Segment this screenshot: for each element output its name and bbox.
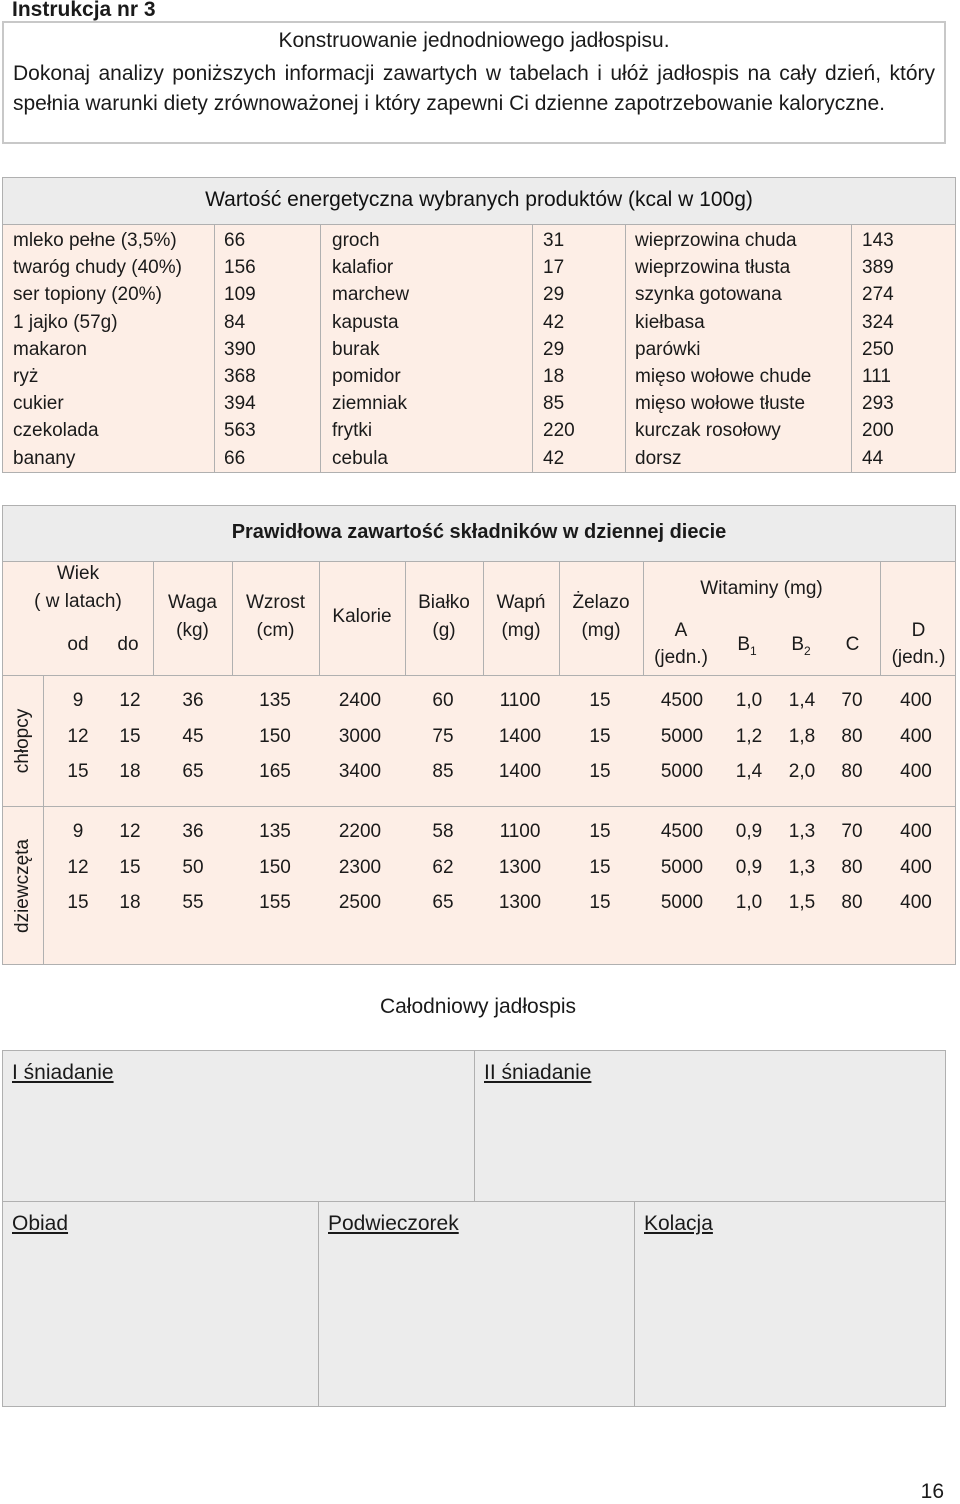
nutrient-cell: 2300	[338, 856, 382, 878]
nutrient-cell: 15	[67, 761, 89, 782]
intro-box	[2, 21, 946, 144]
nutrient-cell: 135	[259, 821, 291, 842]
header-protein-unit: (g)	[432, 620, 456, 641]
nutrient-cell: 9	[72, 821, 84, 842]
group-label-boys: chłopcy	[12, 708, 33, 774]
page-number: 16	[920, 1480, 944, 1503]
nutrient-cell: 12	[119, 690, 141, 711]
nutrient-cell: 15	[67, 892, 89, 913]
column-divider	[851, 225, 852, 472]
meal-box-4[interactable]	[318, 1201, 635, 1407]
nutrient-cell: 65	[432, 892, 454, 913]
product-name: mleko pełne (3,5%)	[13, 230, 177, 251]
header-vit-a-unit: (jedn.)	[654, 647, 708, 668]
nutrient-cell: 12	[119, 821, 141, 842]
nutrient-cell: 55	[182, 892, 204, 913]
intro-subtitle: Konstruowanie jednodniowego jadłospisu.	[278, 29, 670, 52]
meal-box-5[interactable]	[634, 1201, 946, 1407]
nutrient-cell: 15	[589, 856, 611, 878]
nutrient-cell: 400	[900, 690, 932, 711]
header-age: Wiek	[56, 563, 100, 584]
nutrient-cell: 3400	[338, 761, 382, 782]
header-height-unit: (cm)	[256, 620, 295, 641]
meal-label: I śniadanie	[12, 1061, 114, 1084]
nutrient-cell: 5000	[660, 892, 704, 913]
product-name: dorsz	[635, 447, 682, 469]
product-kcal: 324	[862, 311, 894, 333]
product-kcal: 18	[543, 366, 565, 387]
nutrient-cell: 15	[119, 856, 141, 878]
header-iron-unit: (mg)	[581, 620, 621, 641]
product-name: twaróg chudy (40%)	[13, 257, 182, 279]
product-kcal: 42	[543, 311, 565, 333]
nutrient-cell: 400	[900, 892, 932, 913]
meal-label: Obiad	[12, 1212, 69, 1235]
menu-title: Całodniowy jadłospis	[379, 995, 577, 1018]
header-vit-d-unit: (jedn.)	[891, 647, 946, 668]
nutrient-cell: 400	[900, 856, 932, 878]
meal-label: Podwieczorek	[328, 1212, 459, 1235]
header-calories: Kalorie	[332, 606, 392, 627]
product-name: banany	[13, 447, 76, 469]
product-kcal: 293	[862, 393, 894, 415]
header-age-unit: ( w latach)	[34, 591, 122, 612]
product-name: frytki	[332, 420, 373, 442]
header-calcium: Wapń	[496, 592, 546, 613]
nutrient-cell: 1,8	[788, 725, 816, 747]
header-vit-b1	[721, 631, 773, 665]
nutrient-cell: 1400	[498, 761, 542, 782]
nutrient-cell: 15	[119, 725, 141, 747]
product-name: kurczak rosołowy	[635, 420, 781, 442]
intro-text: Dokonaj analizy poniższych informacji zawartych w tabelach i ułóż jadłospis na cały dzień, który spełnia warunki diety zrównoważonej i który zapewni Ci dzienne zapotrzebowanie kaloryczne.	[13, 62, 935, 115]
header-vit-b2-sub: 2	[804, 643, 811, 658]
product-name: czekolada	[13, 420, 99, 442]
product-kcal: 66	[224, 447, 246, 469]
product-name: parówki	[635, 338, 701, 360]
header-protein: Białko	[418, 592, 470, 613]
nutrient-cell: 1,3	[788, 856, 816, 878]
nutrient-cell: 15	[589, 761, 611, 782]
nutrient-cell: 75	[432, 725, 454, 747]
nutrient-cell: 1300	[498, 856, 542, 878]
product-name: kapusta	[332, 311, 399, 333]
header-vit-d: D	[911, 620, 926, 641]
nutrient-cell: 1,0	[735, 892, 763, 913]
product-name: 1 jajko (57g)	[13, 311, 118, 333]
nutrient-cell: 5000	[660, 725, 704, 747]
product-kcal: 143	[862, 230, 894, 251]
header-iron: Żelazo	[572, 592, 630, 613]
nutrient-cell: 18	[119, 761, 141, 782]
product-name: marchew	[332, 284, 410, 306]
column-divider	[625, 225, 626, 472]
nutrient-cell: 15	[589, 725, 611, 747]
header-height: Wzrost	[245, 592, 306, 613]
nutrient-cell: 150	[259, 725, 291, 747]
nutrient-cell: 2200	[338, 821, 382, 842]
nutrient-table-header	[3, 562, 955, 676]
nutrient-cell: 36	[182, 690, 204, 711]
meal-box-1[interactable]	[2, 1050, 475, 1202]
product-kcal: 66	[224, 230, 246, 251]
product-name: pomidor	[332, 366, 401, 387]
product-name: makaron	[13, 338, 87, 360]
product-kcal: 390	[224, 338, 256, 360]
product-name: wieprzowina tłusta	[635, 257, 791, 279]
nutrient-table	[2, 505, 956, 965]
energy-table-body	[3, 225, 955, 472]
header-vit-b2	[775, 631, 827, 665]
nutrient-cell: 150	[259, 856, 291, 878]
nutrient-cell: 62	[432, 856, 454, 878]
header-vitamins: Witaminy (mg)	[700, 578, 823, 599]
nutrient-cell: 70	[841, 690, 863, 711]
nutrient-cell: 60	[432, 690, 454, 711]
product-kcal: 29	[543, 338, 565, 360]
nutrient-cell: 45	[182, 725, 204, 747]
product-name: kiełbasa	[635, 311, 705, 333]
energy-table-title: Wartość energetyczna wybranych produktów (kcal w 100g)	[3, 178, 955, 225]
product-kcal: 44	[862, 447, 884, 469]
nutrient-cell: 1,0	[735, 690, 763, 711]
product-name: kalafior	[332, 257, 394, 279]
product-kcal: 29	[543, 284, 565, 306]
product-kcal: 563	[224, 420, 256, 442]
nutrient-cell: 2400	[338, 690, 382, 711]
meal-box-3[interactable]	[2, 1201, 319, 1407]
nutrient-cell: 5000	[660, 761, 704, 782]
product-name: ziemniak	[332, 393, 407, 415]
product-name: cebula	[332, 447, 388, 469]
header-weight: Waga	[168, 592, 217, 613]
nutrient-cell: 400	[900, 761, 932, 782]
nutrient-cell: 65	[182, 761, 204, 782]
product-kcal: 220	[543, 420, 575, 442]
nutrient-cell: 1,3	[788, 821, 816, 842]
product-name: mięso wołowe tłuste	[635, 393, 806, 415]
nutrient-cell: 36	[182, 821, 204, 842]
nutrient-cell: 135	[259, 690, 291, 711]
nutrient-cell: 1,4	[735, 761, 763, 782]
product-kcal: 368	[224, 366, 256, 387]
nutrient-cell: 5000	[660, 856, 704, 878]
header-vit-a: A	[674, 620, 688, 641]
nutrient-cell: 1100	[499, 821, 541, 842]
product-kcal: 200	[862, 420, 894, 442]
header-calcium-unit: (mg)	[501, 620, 541, 641]
nutrient-cell: 400	[900, 725, 932, 747]
nutrient-cell: 1300	[498, 892, 542, 913]
nutrient-cell: 12	[67, 856, 89, 878]
product-kcal: 84	[224, 311, 246, 333]
product-name: wieprzowina chuda	[635, 230, 797, 251]
product-name: mięso wołowe chude	[635, 366, 812, 387]
nutrient-cell: 1,4	[788, 690, 816, 711]
nutrient-cell: 70	[841, 821, 863, 842]
header-vit-b1-letter: B	[737, 634, 750, 655]
nutrient-cell: 2,0	[788, 761, 816, 782]
nutrient-cell: 80	[841, 892, 863, 913]
nutrient-cell: 165	[259, 761, 291, 782]
meal-label: Kolacja	[644, 1212, 713, 1235]
product-kcal: 85	[543, 393, 565, 415]
nutrient-cell: 80	[841, 725, 863, 747]
nutrient-cell: 4500	[660, 690, 704, 711]
nutrient-cell: 18	[119, 892, 141, 913]
nutrient-cell: 15	[589, 690, 611, 711]
nutrient-cell: 1,2	[735, 725, 763, 747]
column-divider	[320, 225, 321, 472]
nutrient-cell: 80	[841, 856, 863, 878]
nutrient-cell: 155	[259, 892, 291, 913]
column-divider	[532, 225, 533, 472]
nutrient-cell: 50	[182, 856, 204, 878]
product-kcal: 42	[543, 447, 565, 469]
group-girls	[3, 807, 955, 964]
nutrient-cell: 58	[432, 821, 454, 842]
nutrient-cell: 15	[589, 892, 611, 913]
header-weight-unit: (kg)	[176, 620, 209, 641]
nutrient-cell: 400	[900, 821, 932, 842]
product-name: ser topiony (20%)	[13, 284, 162, 306]
product-name: ryż	[13, 366, 39, 387]
product-kcal: 109	[224, 284, 256, 306]
product-name: szynka gotowana	[635, 284, 782, 306]
group-label-girls: dziewczęta	[12, 838, 33, 933]
nutrient-cell: 1100	[499, 690, 541, 711]
product-kcal: 17	[543, 257, 565, 279]
nutrient-cell: 0,9	[735, 821, 763, 842]
nutrient-cell: 4500	[660, 821, 704, 842]
product-name: burak	[332, 338, 380, 360]
header-from: od	[67, 634, 89, 655]
nutrient-cell: 1,5	[788, 892, 816, 913]
header-vit-b2-letter: B	[791, 634, 804, 655]
product-kcal: 250	[862, 338, 894, 360]
meal-box-2[interactable]	[474, 1050, 946, 1202]
nutrient-cell: 9	[72, 690, 84, 711]
header-vit-b1-sub: 1	[750, 643, 757, 658]
nutrient-table-title: Prawidłowa zawartość składników w dziennej diecie	[3, 506, 955, 562]
product-kcal: 389	[862, 257, 894, 279]
nutrient-cell: 85	[432, 761, 454, 782]
nutrient-cell: 1400	[498, 725, 542, 747]
meal-label: II śniadanie	[484, 1061, 592, 1084]
header-vit-c: C	[845, 634, 860, 655]
nutrient-cell: 3000	[338, 725, 382, 747]
nutrient-cell: 12	[67, 725, 89, 747]
product-kcal: 156	[224, 257, 256, 279]
group-boys	[3, 676, 955, 807]
product-kcal: 31	[543, 230, 565, 251]
energy-table	[2, 177, 956, 473]
product-kcal: 274	[862, 284, 894, 306]
page-heading: Instrukcja nr 3	[12, 0, 156, 21]
nutrient-cell: 2500	[338, 892, 382, 913]
product-name: cukier	[13, 393, 64, 415]
nutrient-cell: 0,9	[735, 856, 763, 878]
product-name: groch	[332, 230, 380, 251]
product-kcal: 111	[862, 366, 891, 387]
column-divider	[214, 225, 215, 472]
header-to: do	[117, 634, 139, 655]
product-kcal: 394	[224, 393, 256, 415]
nutrient-cell: 15	[589, 821, 611, 842]
nutrient-cell: 80	[841, 761, 863, 782]
